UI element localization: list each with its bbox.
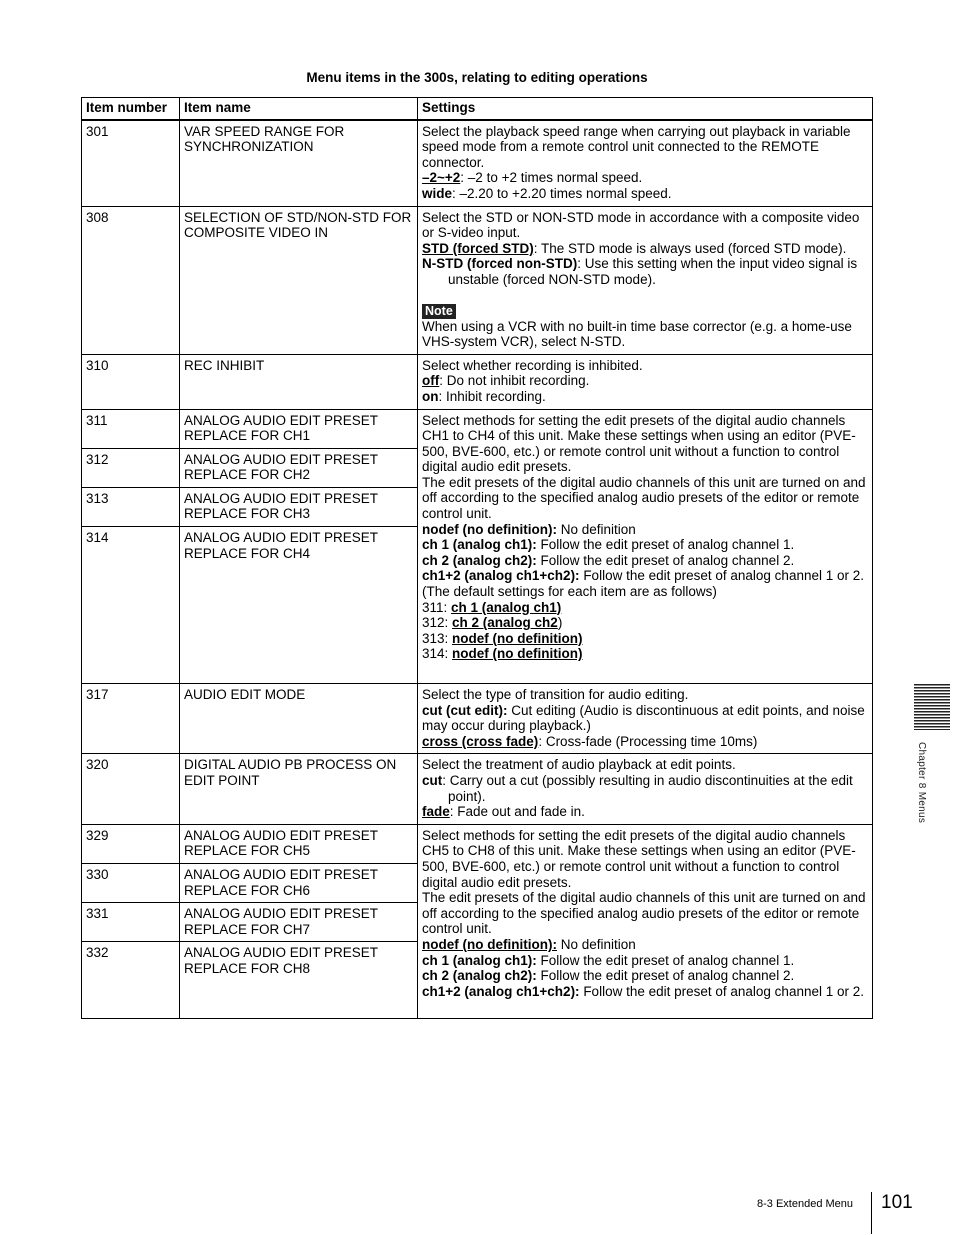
item-name: ANALOG AUDIO EDIT PRESET REPLACE FOR CH3 — [180, 487, 418, 526]
item-number: 311 — [82, 409, 180, 448]
table-row — [82, 824, 873, 863]
item-number: 314 — [82, 527, 180, 684]
item-name: SELECTION OF STD/NON-STD FOR COMPOSITE VIDEO IN — [180, 206, 418, 354]
default-line: 313: nodef (no definition) — [422, 630, 583, 646]
note-text: When using a VCR with no built-in time base corrector (e.g. a home-use VHS-system VCR), select N-STD. — [422, 318, 852, 350]
item-number: 313 — [82, 487, 180, 526]
page-number: 101 — [881, 1192, 913, 1213]
option-line: ch 1 (analog ch1): Follow the edit preset of analog channel 1. — [422, 537, 795, 553]
item-number: 317 — [82, 684, 180, 754]
item-number: 301 — [82, 120, 180, 206]
col-item-number: Item number — [82, 98, 180, 120]
settings-desc: Select the playback speed range when carrying out playback in variable speed mode from a remote control unit connected to the REMOTE connector. — [422, 123, 851, 170]
default-line: 314: nodef (no definition) — [422, 646, 583, 662]
option-line: wide: –2.20 to +2.20 times normal speed. — [422, 185, 672, 201]
item-name: ANALOG AUDIO EDIT PRESET REPLACE FOR CH2 — [180, 448, 418, 487]
option-line: STD (forced STD): The STD mode is always used (forced STD mode). — [422, 240, 847, 256]
item-number: 312 — [82, 448, 180, 487]
settings-desc: Select methods for setting the edit presets of the digital audio channels CH1 to CH4 of this unit. Make these settings when using an editor (PVE-500, BVE-600, etc.) or remote control unit without a function to control digital audio edit presets. — [422, 412, 856, 475]
item-settings — [418, 354, 873, 409]
table-row — [82, 354, 873, 409]
option-line: cut: Carry out a cut (possibly resulting in audio discontinuities at the edit point). — [422, 773, 853, 804]
option-line: on: Inhibit recording. — [422, 388, 546, 404]
col-settings: Settings — [418, 98, 873, 120]
settings-desc: Select the treatment of audio playback at edit points. — [422, 757, 736, 773]
chapter-tab-bars — [914, 684, 950, 730]
option-line: cut (cut edit): Cut editing (Audio is discontinuous at edit points, and noise may occur during playback.) — [422, 702, 865, 734]
item-settings — [418, 684, 873, 754]
item-number: 332 — [82, 942, 180, 1019]
option-line: nodef (no definition): No definition — [422, 521, 636, 537]
item-name: ANALOG AUDIO EDIT PRESET REPLACE FOR CH7 — [180, 903, 418, 942]
col-item-name: Item name — [180, 98, 418, 120]
item-name: VAR SPEED RANGE FOR SYNCHRONIZATION — [180, 120, 418, 206]
item-number: 329 — [82, 824, 180, 863]
option-line: ch 2 (analog ch2): Follow the edit preset of analog channel 2. — [422, 968, 795, 984]
item-settings — [418, 409, 873, 684]
table-row — [82, 206, 873, 354]
item-name: REC INHIBIT — [180, 354, 418, 409]
item-number: 310 — [82, 354, 180, 409]
settings-desc: Select the STD or NON-STD mode in accordance with a composite video or S-video input. — [422, 209, 860, 241]
item-name: DIGITAL AUDIO PB PROCESS ON EDIT POINT — [180, 754, 418, 824]
item-settings — [418, 824, 873, 1019]
item-number: 330 — [82, 864, 180, 903]
item-number: 331 — [82, 903, 180, 942]
default-line: 311: ch 1 (analog ch1) — [422, 599, 562, 615]
item-name: ANALOG AUDIO EDIT PRESET REPLACE FOR CH5 — [180, 824, 418, 863]
settings-desc: Select the type of transition for audio editing. — [422, 687, 689, 703]
item-name: ANALOG AUDIO EDIT PRESET REPLACE FOR CH4 — [180, 527, 418, 684]
page-title: Menu items in the 300s, relating to editing operations — [306, 70, 648, 85]
footer-section: 8-3 Extended Menu — [757, 1198, 854, 1210]
option-line: ch 1 (analog ch1): Follow the edit preset of analog channel 1. — [422, 952, 795, 968]
chapter-tab-label: Chapter 8 Menus — [916, 742, 927, 824]
option-line: N-STD (forced non-STD): Use this setting when the input video signal is unstable (forced NON-STD mode). — [422, 256, 858, 287]
option-line: fade: Fade out and fade in. — [422, 804, 585, 820]
table-header-row — [82, 98, 873, 120]
item-name: AUDIO EDIT MODE — [180, 684, 418, 754]
note-badge: Note — [422, 304, 456, 319]
settings-desc: The edit presets of the digital audio channels of this unit are turned on and off according to the specified analog audio presets of the editor or remote control unit. — [422, 474, 866, 522]
item-number: 308 — [82, 206, 180, 354]
settings-desc: Select whether recording is inhibited. — [422, 357, 643, 373]
option-line: off: Do not inhibit recording. — [422, 373, 590, 389]
default-line: 312: ch 2 (analog ch2) — [422, 615, 563, 631]
table-row — [82, 120, 873, 206]
settings-desc: The edit presets of the digital audio channels of this unit are turned on and off according to the specified analog audio presets of the editor or remote control unit. — [422, 890, 866, 937]
settings-desc: Select methods for setting the edit presets of the digital audio channels CH5 to CH8 of this unit. Make these settings when using an editor (PVE-500, BVE-600, etc.) or remote control unit without a function to control digital audio edit presets. — [422, 827, 856, 890]
table-row — [82, 684, 873, 754]
item-settings — [418, 754, 873, 824]
item-name: ANALOG AUDIO EDIT PRESET REPLACE FOR CH6 — [180, 864, 418, 903]
option-line: cross (cross fade): Cross-fade (Processing time 10ms) — [422, 733, 758, 749]
item-name: ANALOG AUDIO EDIT PRESET REPLACE FOR CH1 — [180, 409, 418, 448]
option-line: ch 2 (analog ch2): Follow the edit preset of analog channel 2. — [422, 552, 795, 568]
defaults-intro: (The default settings for each item are as follows) — [422, 584, 717, 600]
option-line: ch1+2 (analog ch1+ch2): Follow the edit preset of analog channel 1 or 2. — [422, 983, 864, 999]
option-line: ch1+2 (analog ch1+ch2): Follow the edit preset of analog channel 1 or 2. — [422, 568, 864, 584]
item-settings — [418, 120, 873, 206]
item-number: 320 — [82, 754, 180, 824]
item-name: ANALOG AUDIO EDIT PRESET REPLACE FOR CH8 — [180, 942, 418, 1019]
table-row — [82, 409, 873, 448]
menu-items-table — [81, 97, 873, 1019]
option-line: nodef (no definition): No definition — [422, 936, 636, 952]
footer-divider — [871, 1192, 872, 1234]
option-line: –2~+2: –2 to +2 times normal speed. — [422, 170, 643, 186]
table-row — [82, 754, 873, 824]
item-settings — [418, 206, 873, 354]
